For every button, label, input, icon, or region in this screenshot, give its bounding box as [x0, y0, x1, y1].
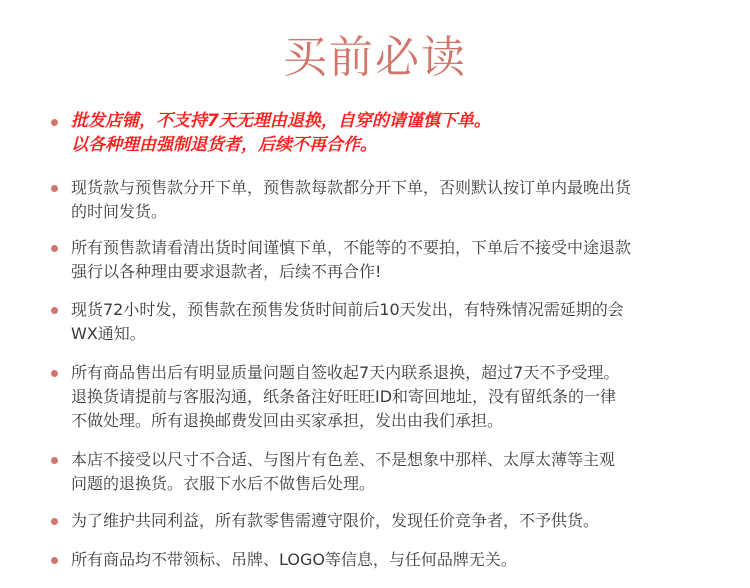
bullet-dot-icon [51, 119, 58, 126]
notice-line: 所有商品售出后有明显质量问题自签收起7天内联系退换，超过7天不予受理。 [71, 363, 620, 382]
bullet-dot-icon [51, 185, 58, 192]
list-item-shipping-time [71, 298, 721, 346]
bullet-dot-icon [51, 518, 58, 525]
notice-line: 所有商品均不带领标、吊牌、LOGO等信息，与任何品牌无关。 [71, 550, 517, 569]
notice-line: 不做处理。所有退换邮费发回由买家承担，发出由我们承担。 [71, 411, 504, 430]
notice-line: 本店不接受以尺寸不合适、与图片有色差、不是想象中那样、太厚太薄等主观 [71, 450, 616, 469]
notice-line: 退换货请提前与客服沟通，纸条备注好旺旺ID和寄回地址，没有留纸条的一律 [71, 387, 617, 406]
list-item-no-subjective-returns [71, 448, 721, 496]
notice-line: 批发店铺，不支持7天无理由退换，自穿的请谨慎下单。 [71, 111, 491, 131]
list-item-price-control [71, 509, 721, 533]
list-item-return-policy [71, 361, 721, 433]
bullet-dot-icon [51, 307, 58, 314]
bullet-dot-icon [51, 245, 58, 252]
list-item-order-separation [71, 176, 721, 224]
notice-line: 现货款与预售款分开下单，预售款每款都分开下单，否则默认按订单内最晚出货 [71, 178, 632, 197]
notice-line: WX通知。 [71, 324, 146, 343]
notice-line: 以各种理由强制退货者，后续不再合作。 [71, 135, 377, 155]
bullet-dot-icon [51, 557, 58, 564]
notice-line: 为了维护共同利益，所有款零售需遵守限价，发现任价竞争者，不予供货。 [71, 511, 600, 530]
notice-line: 的时间发货。 [71, 202, 168, 221]
list-item-no-brand [71, 548, 721, 572]
page-title: 买前必读 [283, 32, 467, 83]
list-item-wholesale-policy [71, 109, 721, 157]
bullet-dot-icon [51, 457, 58, 464]
bullet-dot-icon [51, 370, 58, 377]
list-item-presale-notice [71, 236, 721, 284]
notice-line: 强行以各种理由要求退款者，后续不再合作! [71, 262, 382, 281]
notice-line: 现货72小时发，预售款在预售发货时间前后10天发出，有特殊情况需延期的会 [71, 300, 624, 319]
notice-line: 问题的退换货。衣服下水后不做售后处理。 [71, 474, 376, 493]
notice-line: 所有预售款请看清出货时间谨慎下单，不能等的不要拍，下单后不接受中途退款 [71, 238, 632, 257]
